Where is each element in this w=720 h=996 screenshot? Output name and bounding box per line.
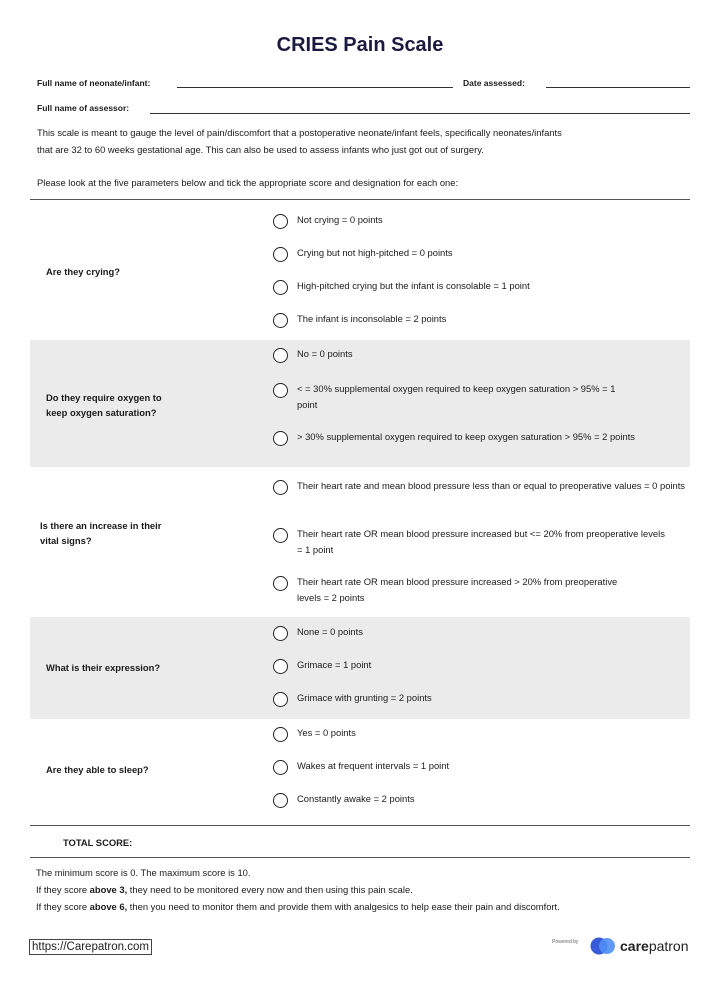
radio-button[interactable] [273,576,288,591]
vital-signs-option-3[interactable]: Their heart rate OR mean blood pressure increased > 20% from preoperative levels = 2 points [273,576,637,606]
radio-button[interactable] [273,431,288,446]
crying-option-2[interactable]: Crying but not high-pitched = 0 points [273,247,692,262]
section-crying [30,200,690,339]
radio-button[interactable] [273,480,288,495]
oxygen-option-3[interactable]: > 30% supplemental oxygen required to keep oxygen saturation > 95% = 2 points [273,431,637,446]
radio-button[interactable] [273,692,288,707]
instruction-text: Please look at the five parameters below and tick the appropriate score and designation for each one: [37,177,459,188]
intro-line-2: that are 32 to 60 weeks gestational age. This can also be used to assess infants who just got out of surgery. [37,144,484,155]
carepatron-logo[interactable]: carepatron [590,936,689,956]
score-above-3-note: If they score above 3, they need to be monitored every now and then using this pain scale. [36,884,413,895]
section-oxygen [30,340,690,467]
radio-button[interactable] [273,626,288,641]
expression-option-2[interactable]: Grimace = 1 point [273,659,692,674]
radio-button[interactable] [273,214,288,229]
assessor-name-label: Full name of assessor: [37,103,130,113]
assessor-name-field[interactable] [150,113,690,114]
section-sleep [30,720,690,824]
sleep-option-1[interactable]: Yes = 0 points [273,727,692,742]
neonate-name-label: Full name of neonate/infant: [37,78,151,88]
radio-button[interactable] [273,313,288,328]
vital-signs-option-1[interactable]: Their heart rate and mean blood pressure less than or equal to preoperative values = 0 points [273,480,689,495]
radio-button[interactable] [273,280,288,295]
sleep-option-3[interactable]: Constantly awake = 2 points [273,793,692,808]
radio-button[interactable] [273,247,288,262]
section-expression [30,617,690,719]
question-sleep: Are they able to sleep? [46,764,149,775]
total-bottom-divider [30,857,690,858]
oxygen-option-2[interactable]: < = 30% supplemental oxygen required to keep oxygen saturation > 95% = 1 point [273,383,637,413]
radio-button[interactable] [273,383,288,398]
crying-option-3[interactable]: High-pitched crying but the infant is consolable = 1 point [273,280,692,295]
date-assessed-label: Date assessed: [463,78,525,88]
question-crying: Are they crying? [46,266,120,277]
oxygen-option-1[interactable]: No = 0 points [273,348,692,363]
radio-button[interactable] [273,528,288,543]
crying-option-1[interactable]: Not crying = 0 points [273,214,692,229]
total-top-divider [30,825,690,826]
question-expression: What is their expression? [46,662,161,673]
section-vital-signs [30,468,690,616]
expression-option-3[interactable]: Grimace with grunting = 2 points [273,692,692,707]
carepatron-logo-icon [590,936,616,956]
question-vital-signs: Is there an increase in their vital signs? [40,520,162,546]
radio-button[interactable] [273,659,288,674]
radio-button[interactable] [273,760,288,775]
score-range-note: The minimum score is 0. The maximum score is 10. [36,867,251,878]
sleep-option-2[interactable]: Wakes at frequent intervals = 1 point [273,760,692,775]
radio-button[interactable] [273,348,288,363]
date-assessed-field[interactable] [546,87,690,88]
intro-line-1: This scale is meant to gauge the level of pain/discomfort that a postoperative neonate/infant feels, specifically neonates/infants [37,127,562,138]
powered-by-label: Powered by [552,939,579,945]
question-oxygen: Do they require oxygen to keep oxygen saturation? [46,392,162,418]
crying-option-4[interactable]: The infant is inconsolable = 2 points [273,313,692,328]
neonate-name-field[interactable] [177,87,453,88]
page-title: CRIES Pain Scale [276,34,444,56]
radio-button[interactable] [273,793,288,808]
score-above-6-note: If they score above 6, then you need to monitor them and provide them with analgesics to help ease their pain and discomfort. [36,901,560,912]
expression-option-1[interactable]: None = 0 points [273,626,692,641]
carepatron-link[interactable]: https://Carepatron.com [29,939,152,955]
radio-button[interactable] [273,727,288,742]
vital-signs-option-2[interactable]: Their heart rate OR mean blood pressure increased but <= 20% from preoperative levels = 1 point [273,528,669,558]
total-score-label: TOTAL SCORE: [63,837,133,848]
